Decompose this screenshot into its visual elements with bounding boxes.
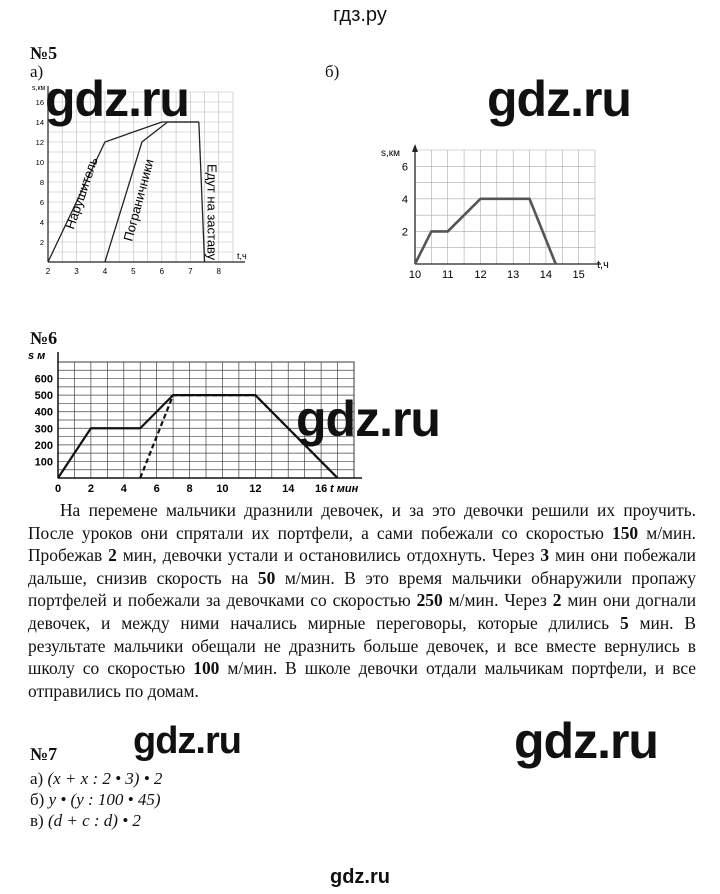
y-tick-label: 4	[39, 218, 44, 227]
story-text-part: м/мин. В это время мальчики обнаружили пропажу портфелей и побежали за девочками со скоростью	[28, 567, 696, 611]
watermark: gdz.ru	[487, 71, 631, 127]
story-text-part: м/мин. Через	[442, 590, 553, 611]
watermark: gdz.ru	[514, 713, 658, 769]
y-tick-label: 8	[39, 178, 44, 187]
x-tick-label: 10	[216, 483, 229, 495]
story-text-part: мин они побежали дальше, снизив скорость на	[28, 545, 696, 588]
y-tick-label: 500	[34, 390, 53, 403]
site-footer: gdz.ru	[330, 866, 390, 888]
expression: (x + x : 2 • 3) • 2	[47, 769, 163, 788]
x-tick-label: 14	[539, 269, 553, 281]
story-text-part: м/мин. В школе девочки отдали мальчикам портфели, и все отправились по домам.	[28, 658, 696, 701]
y-tick-label: 2	[401, 226, 408, 239]
story-text-part: мин. В результате мальчики обещали не дразнить больше девочек, и все вместе вернулись в школу со скоростью	[28, 612, 697, 679]
x-tick-label: 2	[45, 267, 51, 276]
y-tick-label: 12	[35, 138, 44, 147]
y-tick-label: 200	[34, 439, 53, 452]
x-tick-label: 12	[474, 269, 487, 281]
x-axis-label: t мин	[330, 483, 359, 495]
x-tick-label: 10	[408, 269, 422, 281]
x-tick-label: 7	[188, 267, 193, 276]
x-tick-label: 8	[216, 267, 221, 276]
task-6-number: №6	[30, 328, 58, 348]
y-axis-arrow	[412, 144, 418, 152]
x-tick-label: 0	[54, 483, 62, 495]
series-label: Едут на заставу	[204, 164, 220, 261]
expression-label: а)	[30, 769, 48, 788]
x-tick-label: 6	[159, 267, 165, 276]
y-tick-label: 14	[35, 118, 44, 127]
x-tick-label: 4	[102, 267, 108, 276]
task-5-part-a-label: а)	[30, 62, 44, 81]
task-5-number: №5	[30, 43, 58, 63]
y-tick-label: 2	[39, 238, 44, 247]
story-paragraph	[28, 499, 696, 702]
story-text-part: мин, девочки устали и остановились отдохнуть. Через	[116, 545, 541, 566]
y-axis-label: s,км	[381, 148, 401, 159]
x-tick-label: 2	[87, 483, 94, 495]
x-tick-label: 6	[153, 483, 160, 495]
story-number: 5	[619, 612, 629, 633]
story-number: 2	[108, 545, 117, 566]
series-label: Нарушитель	[62, 155, 101, 231]
expression-item	[30, 768, 162, 789]
story-number: 50	[257, 567, 276, 588]
y-tick-label: 10	[35, 158, 44, 167]
y-tick-label: 400	[34, 406, 53, 419]
y-tick-label: 16	[35, 98, 44, 107]
x-tick-label: 14	[282, 483, 295, 495]
x-tick-label: 11	[442, 269, 454, 281]
story-number: 100	[193, 658, 220, 679]
story-text-part: На перемене мальчики дразнили девочек, и за это девочки решили их проучить. После уроков они спрятали их портфели, а сами побежали со скоростью	[28, 500, 696, 543]
expression: (d + c : d) • 2	[47, 811, 141, 830]
expression: y • (y : 100 • 45)	[48, 790, 161, 809]
expression-item	[30, 789, 162, 810]
expression-item	[30, 810, 162, 831]
story-number: 250	[416, 590, 443, 611]
y-tick-label: 600	[34, 373, 53, 386]
story-number: 2	[552, 590, 562, 611]
watermark: gdz.ru	[133, 720, 241, 762]
x-tick-label: 13	[507, 269, 520, 281]
y-axis-label: s м	[28, 350, 46, 362]
x-tick-label: 12	[249, 483, 262, 495]
x-tick-label: 16	[314, 483, 328, 495]
expression-label: б)	[30, 790, 49, 809]
task-6-story	[28, 499, 696, 702]
y-tick-label: 300	[34, 423, 53, 436]
x-tick-label: 3	[74, 267, 79, 276]
y-tick-label: 100	[34, 456, 53, 469]
x-axis-label: t,ч	[597, 259, 609, 271]
task-7-number: №7	[30, 744, 58, 764]
task-7-expressions	[30, 768, 162, 831]
y-tick-label: 6	[39, 198, 44, 207]
task-5-part-b-label: б)	[325, 62, 340, 81]
x-tick-label: 8	[186, 483, 193, 495]
chart-5b	[360, 140, 610, 290]
x-axis-label: t,ч	[237, 251, 247, 261]
watermark: gdz.ru	[45, 71, 189, 127]
y-axis-label: s,км	[32, 85, 46, 92]
story-number: 3	[540, 545, 550, 566]
story-text-part: мин они догнали девочек, и между ними начались мирные переговоры, которые длились	[28, 590, 696, 633]
y-tick-label: 6	[401, 161, 408, 174]
story-number: 150	[612, 522, 639, 543]
x-tick-label: 4	[120, 483, 127, 495]
watermark: gdz.ru	[296, 391, 440, 447]
x-tick-label: 15	[572, 269, 585, 281]
series-label: Пограничники	[120, 157, 157, 243]
x-tick-label: 5	[131, 267, 136, 276]
expression-label: в)	[30, 811, 48, 830]
story-text-part: м/мин. Пробежав	[28, 522, 697, 566]
y-tick-label: 4	[401, 193, 408, 206]
site-header: гдз.ру	[333, 4, 387, 26]
